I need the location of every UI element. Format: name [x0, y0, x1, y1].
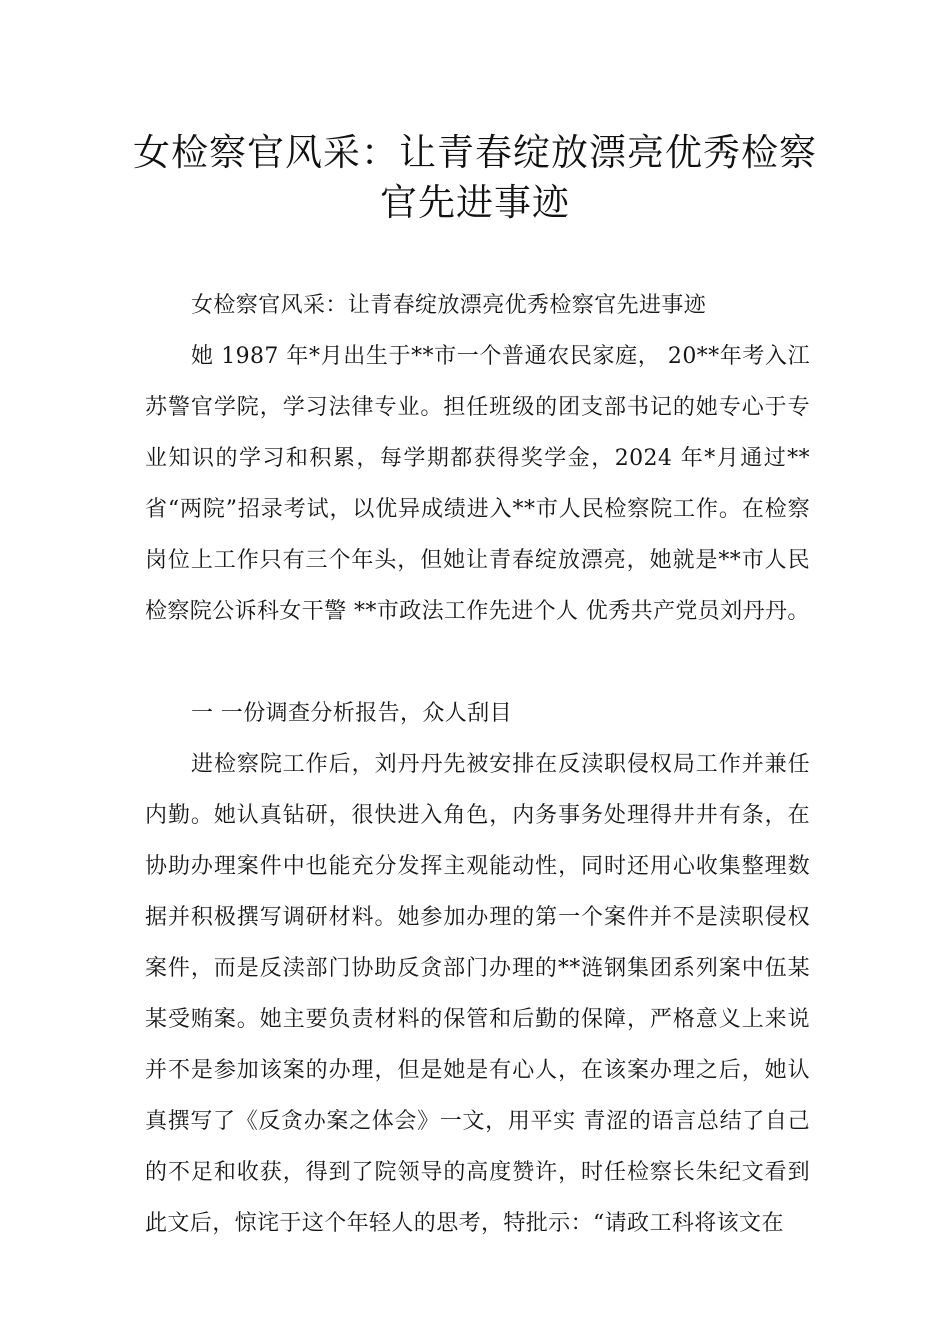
subtitle-paragraph: 女检察官风采：让青春绽放漂亮优秀检察官先进事迹: [191, 293, 707, 318]
intro-paragraph: 她 1987 年*月出生于**市一个普通农民家庭， 20**年考入江苏警官学院，学习法律专业。担任班级的团支部书记的她专心于专业知识的学习和积累，每学期都获得奖学金，2024 年*月通过**省“两院”招录考试，以优异成绩进入**市人民检察院工作。在检察岗位上工作只有三个年头，但她让青春绽放漂亮，她就是**市人民检察院公诉科女干警 **市政法工作先进个人 优秀共产党员刘丹丹。: [145, 344, 810, 624]
document-title: 女检察官风采：让青春绽放漂亮优秀检察官先进事迹: [133, 131, 817, 224]
body-paragraph: 进检察院工作后，刘丹丹先被安排在反渎职侵权局工作并兼任内勤。她认真钻研，很快进入角色，内务事务处理得井井有条，在协助办理案件中也能充分发挥主观能动性，同时还用心收集整理数据并积极撰写调研材料。她参加办理的第一个案件并不是渎职侵权案件，而是反渎部门协助反贪部门办理的**涟钢集团系列案中伍某某受贿案。她主要负责材料的保管和后勤的保障，严格意义上来说并不是参加该案的办理，但是她是有心人，在该案办理之后，她认真撰写了《反贪办案之体会》一文，用平实 青涩的语言总结了自己的不足和收获，得到了院领导的高度赞许，时任检察长朱纪文看到此文后，惊诧于这个年轻人的思考，特批示：“请政工科将该文在: [145, 752, 810, 1236]
document-body: [145, 280, 810, 1249]
section-heading: 一 一份调查分析报告，众人刮目: [191, 701, 512, 726]
